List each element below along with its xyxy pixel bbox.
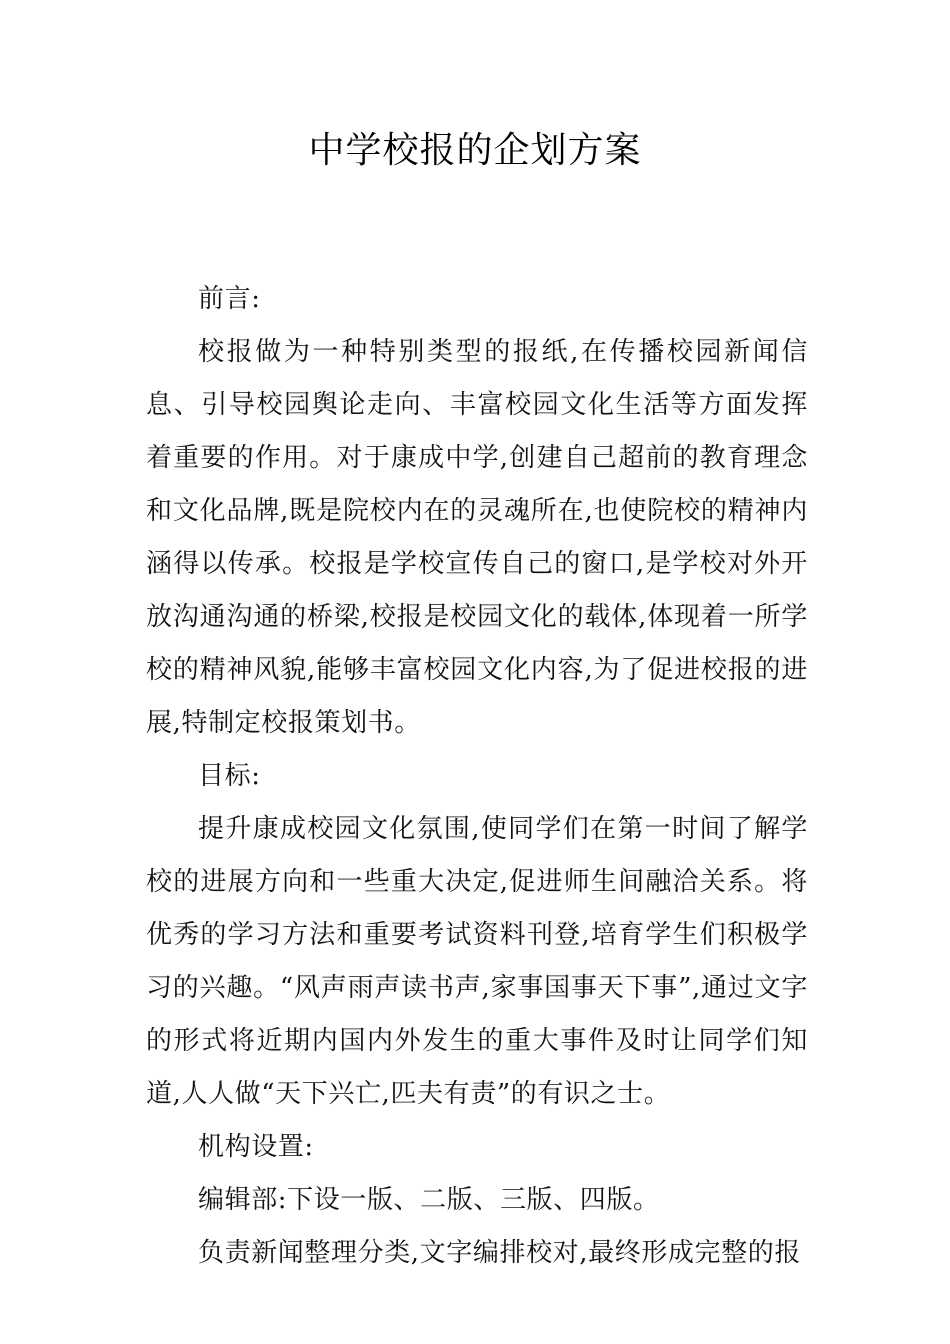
section-heading-organization: 机构设置: (198, 1132, 314, 1162)
document-body (146, 273, 808, 1280)
document-title: 中学校报的企划方案 (308, 130, 642, 171)
paragraph-editorial-department: 编辑部:下设一版、二版、三版、四版。 (198, 1185, 660, 1215)
section-heading-goals: 目标: (198, 761, 261, 791)
paragraph-responsibilities: 负责新闻整理分类,文字编排校对,最终形成完整的报 (198, 1238, 801, 1268)
paragraph-goals: 提升康成校园文化氛围,使同学们在第一时间了解学校的进展方向和一些重大决定,促进师生间融洽关系。将优秀的学习方法和重要考试资料刊登,培育学生们积极学习的兴趣。“风声雨声读书声,家事国事天下事”,通过文字的形式将近期内国内外发生的重大事件及时让同学们知道,人人做“天下兴亡,匹夫有责”的有识之士。 (146, 814, 808, 1109)
section-heading-preface: 前言: (198, 284, 261, 314)
paragraph-preface: 校报做为一种特别类型的报纸,在传播校园新闻信息、引导校园舆论走向、丰富校园文化生活等方面发挥着重要的作用。对于康成中学,创建自己超前的教育理念和文化品牌,既是院校内在的灵魂所在,也使院校的精神内涵得以传承。校报是学校宣传自己的窗口,是学校对外开放沟通沟通的桥梁,校报是校园文化的载体,体现着一所学校的精神风貌,能够丰富校园文化内容,为了促进校报的进展,特制定校报策划书。 (146, 337, 808, 738)
